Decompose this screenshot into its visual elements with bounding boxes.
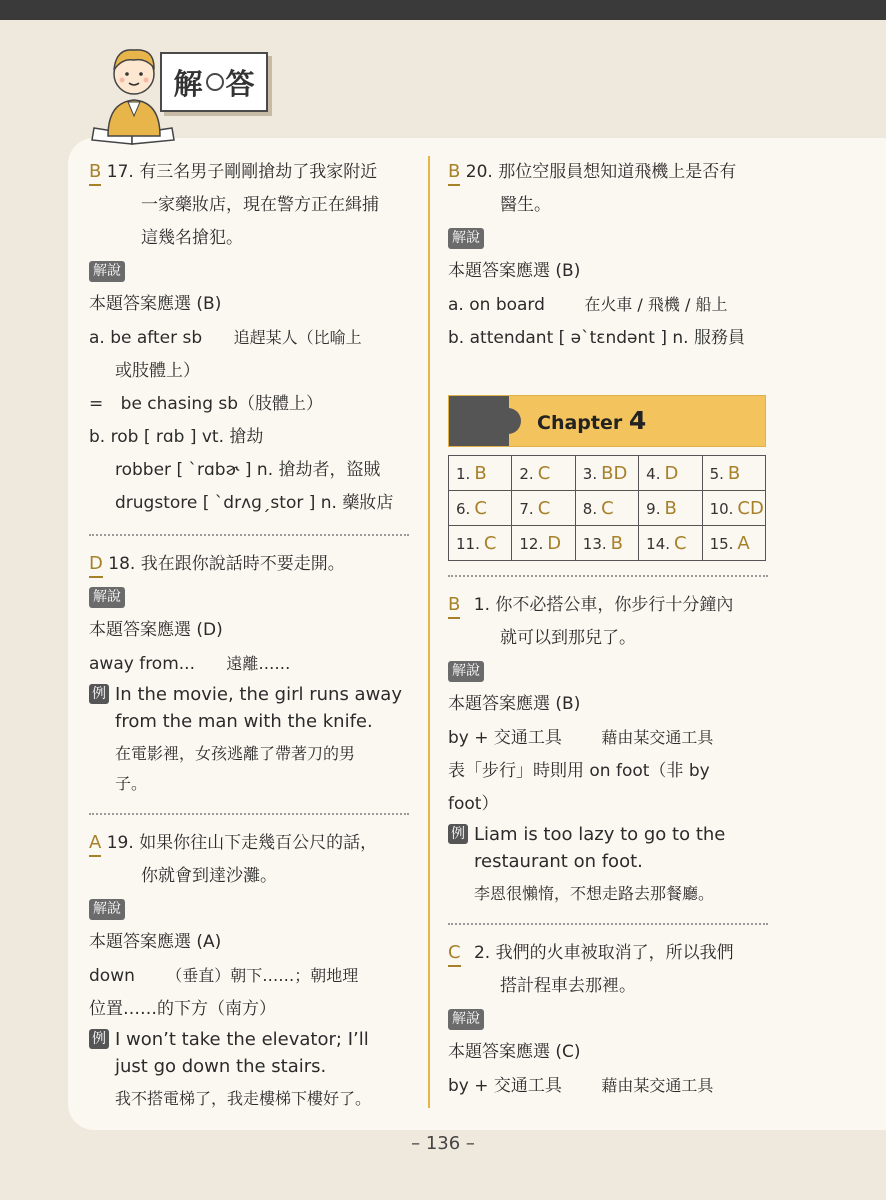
chapter4-question-1 [448, 589, 768, 655]
q19-example-zh: 我不搭電梯了，我走樓梯下樓好了。 [115, 1089, 372, 1108]
q18-example-en-2: from the man with the knife. [115, 711, 373, 732]
answer-cell: 9. B [639, 491, 702, 526]
badge-right-char: 答 [225, 66, 255, 101]
q17-item-a-term: be after sb [110, 328, 203, 348]
c2-text-2: 搭計程車去那裡。 [500, 976, 636, 996]
c1-note-1: 表「步行」時則用 on foot（非 by [448, 761, 710, 781]
c2-solution: 本題答案應選 (C) [448, 1042, 581, 1062]
c1-gloss: 藉由某交通工具 [601, 728, 714, 747]
q18-solution: 本題答案應選 (D) [89, 620, 223, 640]
q19-example-en-1: I won’t take the elevator; I’ll [115, 1029, 369, 1050]
q17-item-eq-gloss: （肢體上） [238, 394, 324, 414]
q20-item-a [448, 288, 768, 322]
question-19 [89, 827, 409, 893]
c1-solution: 本題答案應選 (B) [448, 694, 581, 714]
c1-text-2: 就可以到那兒了。 [500, 628, 636, 648]
q18-example [89, 681, 409, 735]
question-18 [89, 548, 409, 581]
q18-example-zh [89, 739, 409, 799]
q19-gloss-2: 位置……的下方（南方） [89, 999, 276, 1019]
c1-example-en-1: Liam is too lazy to go to the [474, 824, 726, 845]
q18-text-1: 我在跟你說話時不要走開。 [140, 554, 345, 574]
c2-number: 2. [473, 943, 491, 963]
c1-answer: B [448, 593, 460, 619]
c1-example-en-2: restaurant on foot. [474, 851, 643, 872]
answer-cell: 10. CD [702, 491, 765, 526]
q20-explanation-label: 解說 [448, 228, 484, 249]
answer-cell: 12. D [512, 526, 575, 561]
q20-solution: 本題答案應選 (B) [448, 261, 581, 281]
q17-item-a-cont: 或肢體上） [115, 361, 200, 381]
q19-example [89, 1026, 409, 1080]
q18-explanation-label: 解說 [89, 587, 125, 608]
q20-item-a-gloss: 在火車 / 飛機 / 船上 [584, 295, 728, 314]
q17-item-drugstore: drugstore [ ˋdrʌɡˏstor ] n. 藥妝店 [115, 493, 394, 513]
q20-answer: B [448, 160, 460, 186]
q18-example-zh-2: 子。 [115, 774, 148, 793]
question-20 [448, 156, 768, 222]
answer-cell: 4. D [639, 456, 702, 491]
q18-gloss: 遠離…… [226, 654, 291, 673]
answer-badge [160, 52, 268, 112]
question-17 [89, 156, 409, 255]
q17-item-eq-marker: = [89, 394, 104, 414]
answer-cell: 8. C [575, 491, 638, 526]
q20-item-a-marker: a. [448, 295, 464, 315]
q19-gloss: （垂直）朝下……；朝地理 [166, 966, 359, 985]
c1-text-1: 你不必搭公車，你步行十分鐘內 [495, 595, 734, 615]
c1-term-row [448, 721, 768, 755]
q20-item-a-term: on board [469, 295, 545, 315]
q19-text-1: 如果你往山下走幾百公尺的話， [139, 833, 378, 853]
chapter-title [537, 396, 646, 448]
q20-item-b [448, 322, 768, 355]
q18-example-en-1: In the movie, the girl runs away [115, 684, 402, 705]
chapter-word: Chapter [537, 412, 623, 434]
q17-text-3: 這幾名搶犯。 [141, 228, 243, 248]
c2-text-1: 我們的火車被取消了，所以我們 [495, 943, 734, 963]
q20-item-b-term: attendant [ əˋtɛndənt ] n. 服務員 [469, 328, 745, 348]
q19-solution: 本題答案應選 (A) [89, 932, 222, 952]
c2-answer: C [448, 941, 461, 967]
top-bar [0, 0, 886, 20]
q20-text-1: 那位空服員想知道飛機上是否有 [498, 162, 737, 182]
dotted-separator [89, 813, 409, 815]
chapter-banner [448, 395, 766, 447]
answer-cell: 14. C [639, 526, 702, 561]
q19-term-row [89, 959, 409, 993]
c1-example [448, 821, 768, 875]
c2-term: by + 交通工具 [448, 1076, 562, 1096]
c1-example-zh: 李恩很懶惰，不想走路去那餐廳。 [474, 884, 715, 903]
q19-example-en-2: just go down the stairs. [115, 1056, 327, 1077]
q17-explanation-label: 解說 [89, 261, 125, 282]
q17-item-b-term: rob [ rɑb ] vt. 搶劫 [110, 427, 264, 447]
q17-item-b-marker: b. [89, 427, 106, 447]
answer-table [448, 455, 766, 561]
badge-left-char: 解 [173, 66, 203, 101]
chapter-puzzle-knob [495, 408, 521, 434]
puzzle-knob [206, 73, 224, 91]
answer-cell: 5. B [702, 456, 765, 491]
q19-answer: A [89, 831, 101, 857]
q18-example-zh-1: 在電影裡，女孩逃離了帶著刀的男 [115, 744, 356, 763]
q17-item-robber: robber [ ˋrɑbɚ ] n. 搶劫者，盜賊 [115, 460, 381, 480]
dotted-separator [448, 923, 768, 925]
q17-number: 17. [106, 162, 134, 182]
q20-number: 20. [465, 162, 493, 182]
q17-item-a-gloss: 追趕某人（比喻上 [233, 328, 362, 347]
q17-item-eq [89, 388, 409, 421]
dotted-separator [89, 534, 409, 536]
q17-text-2: 一家藥妝店，現在警方正在緝捕 [141, 195, 379, 215]
answer-cell: 13. B [575, 526, 638, 561]
right-column [448, 156, 768, 1103]
chapter-number: 4 [628, 406, 647, 435]
c2-term-row [448, 1069, 768, 1103]
c2-gloss: 藉由某交通工具 [601, 1076, 714, 1095]
q18-answer: D [89, 552, 103, 578]
q20-text-2: 醫生。 [500, 195, 551, 215]
column-divider [428, 156, 430, 1108]
q17-solution: 本題答案應選 (B) [89, 294, 222, 314]
q17-item-eq-term: be chasing sb [120, 394, 239, 414]
answer-cell: 2. C [512, 456, 575, 491]
answer-cell: 7. C [512, 491, 575, 526]
page-number: – 136 – [411, 1133, 475, 1154]
left-column [89, 156, 409, 1114]
c1-note-2: foot） [448, 794, 499, 814]
q18-term-row [89, 647, 409, 681]
answer-cell: 3. BD [575, 456, 638, 491]
example-icon: 例 [89, 1029, 109, 1049]
dotted-separator [448, 575, 768, 577]
c1-term: by + 交通工具 [448, 728, 562, 748]
q19-text-2: 你就會到達沙灘。 [141, 866, 277, 886]
answer-cell: 6. C [449, 491, 512, 526]
q17-item-a [89, 321, 409, 355]
c1-number: 1. [473, 595, 490, 615]
c2-explanation-label: 解說 [448, 1009, 484, 1030]
chapter4-question-2 [448, 937, 768, 1003]
answer-cell: 11. C [449, 526, 512, 561]
q18-number: 18. [108, 554, 136, 574]
q20-item-b-marker: b. [448, 328, 465, 348]
q18-term: away from... [89, 654, 195, 674]
example-icon: 例 [448, 824, 468, 844]
q19-number: 19. [106, 833, 134, 853]
q17-answer: B [89, 160, 101, 186]
example-icon: 例 [89, 684, 109, 704]
answer-row [449, 491, 766, 526]
answer-cell: 15. A [702, 526, 765, 561]
answer-row [449, 526, 766, 561]
answer-cell: 1. B [449, 456, 512, 491]
answer-row [449, 456, 766, 491]
q17-item-a-marker: a. [89, 328, 105, 348]
q17-item-b [89, 421, 409, 454]
q17-text-1: 有三名男子剛剛搶劫了我家附近 [139, 162, 378, 182]
q19-explanation-label: 解說 [89, 899, 125, 920]
q19-term: down [89, 966, 135, 986]
c1-explanation-label: 解說 [448, 661, 484, 682]
